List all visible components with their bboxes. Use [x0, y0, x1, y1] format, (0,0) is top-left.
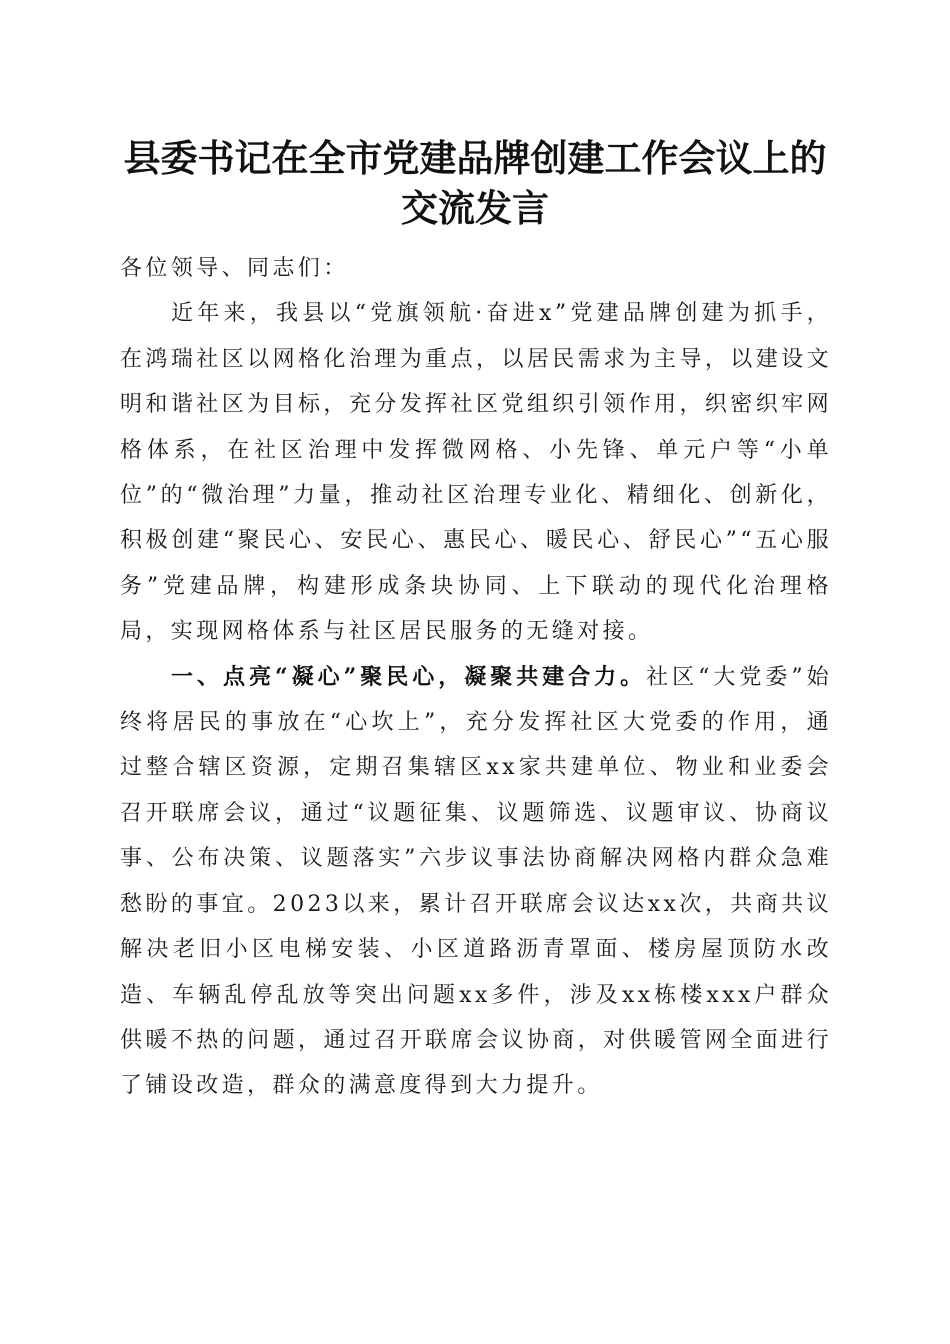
- paragraph-intro: 近年来，我县以“党旗领航·奋进x”党建品牌创建为抓手，在鸿瑞社区以网格化治理为重点，以居民需求为主导，以建设文明和谐社区为目标，充分发挥社区党组织引领作用，织密织牢网格体系，在社区治理中发挥微网格、小先锋、单元户等“小单位”的“微治理”力量，推动社区治理专业化、精细化、创新化，积极创建“聚民心、安民心、惠民心、暖民心、舒民心”“五心服务”党建品牌，构建形成条块协同、上下联动的现代化治理格局，实现网格体系与社区居民服务的无缝对接。: [120, 301, 832, 645]
- document-title: 县委书记在全市党建品牌创建工作会议上的交流发言: [123, 136, 827, 230]
- document-body: [120, 246, 832, 1109]
- section-1-text: 社区“大党委”始终将居民的事放在“心坎上”，充分发挥社区大党委的作用，通过整合辖区资源，定期召集辖区xx家共建单位、物业和业委会召开联席会议，通过“议题征集、议题筛选、议题审议、协商议事、公布决策、议题落实”六步议事法协商解决网格内群众急难愁盼的事宜。2023以来，累计召开联席会议达xx次，共商共议解决老旧小区电梯安装、小区道路沥青罩面、楼房屋顶防水改造、车辆乱停乱放等突出问题xx多件，涉及xx栋楼xxx户群众供暖不热的问题，通过召开联席会议协商，对供暖管网全面进行了铺设改造，群众的满意度得到大力提升。: [120, 664, 832, 1099]
- paragraph-section-1: [120, 655, 832, 1109]
- section-1-heading: 一、点亮“凝心”聚民心，凝聚共建合力。: [171, 663, 647, 690]
- salutation: 各位领导、同志们：: [120, 256, 349, 281]
